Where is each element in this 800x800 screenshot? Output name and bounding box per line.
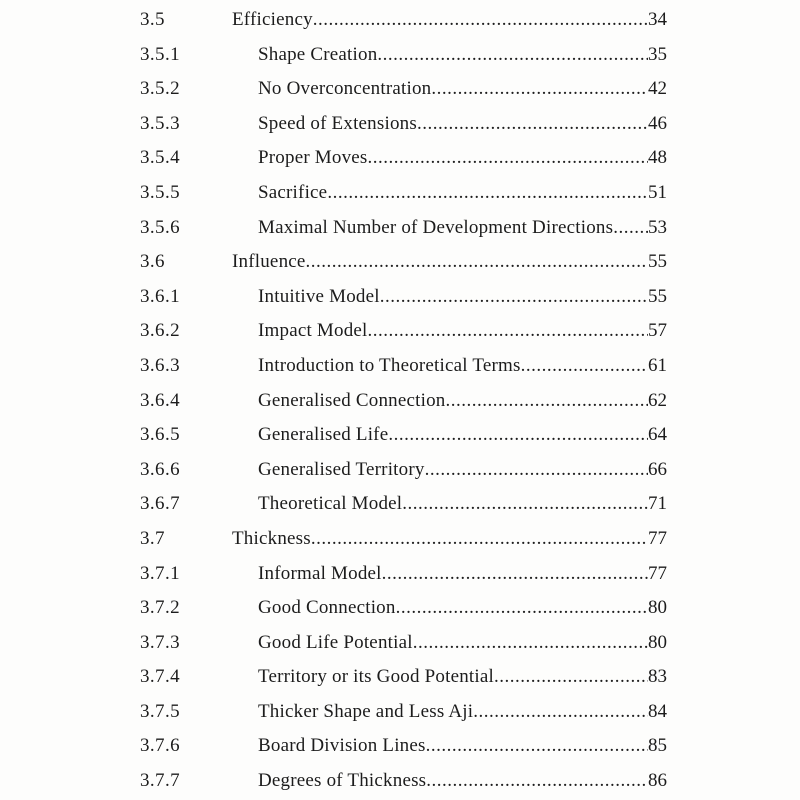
dot-leader: [417, 107, 648, 142]
entry-page-number: 77: [648, 562, 667, 584]
entry-title: Maximal Number of Development Directions: [258, 216, 614, 238]
entry-number: 3.6.3: [140, 354, 180, 376]
entry-title: Shape Creation: [258, 43, 378, 65]
entry-title: Introduction to Theoretical Terms: [258, 354, 521, 376]
dot-leader: [306, 245, 648, 280]
dot-leader: [425, 453, 648, 488]
entry-page-number: 84: [648, 700, 667, 722]
toc-entry-row: [140, 38, 667, 73]
entry-number: 3.7.3: [140, 631, 180, 653]
toc-entry-row: [140, 3, 667, 38]
entry-page-number: 66: [648, 458, 667, 480]
entry-page-number: 51: [648, 181, 667, 203]
entry-number: 3.6.1: [140, 285, 180, 307]
entry-number: 3.6: [140, 251, 165, 273]
entry-title: Speed of Extensions: [258, 112, 417, 134]
entry-page-number: 61: [648, 354, 667, 376]
entry-number: 3.6.2: [140, 320, 180, 342]
toc-entry-row: [140, 453, 667, 488]
entry-number: 3.7.5: [140, 700, 180, 722]
entry-page-number: 48: [648, 147, 667, 169]
entry-page-number: 55: [648, 285, 667, 307]
entry-number: 3.5.4: [140, 147, 180, 169]
entry-title: Sacrifice: [258, 181, 328, 203]
toc-entry-row: [140, 764, 667, 799]
entry-title: Degrees of Thickness: [258, 770, 427, 792]
toc-entry-row: [140, 211, 667, 246]
entry-number: 3.7.1: [140, 562, 180, 584]
dot-leader: [377, 38, 648, 73]
entry-number: 3.5: [140, 9, 165, 30]
entry-page-number: 86: [648, 770, 667, 792]
dot-leader: [431, 72, 648, 107]
entry-page-number: 46: [648, 112, 667, 134]
entry-title: Intuitive Model: [258, 285, 380, 307]
entry-title: Thickness: [232, 527, 311, 549]
entry-number: 3.5.5: [140, 181, 180, 203]
entry-title: Generalised Life: [258, 424, 389, 446]
entry-title: No Overconcentration: [258, 78, 432, 100]
dot-leader: [473, 695, 648, 730]
entry-page-number: 77: [648, 527, 667, 549]
entry-number: 3.6.7: [140, 493, 180, 515]
toc-entry-row: [140, 418, 667, 453]
dot-leader: [380, 280, 648, 315]
dot-leader: [313, 3, 648, 38]
toc-entry-row: [140, 176, 667, 211]
toc-entry-row: [140, 245, 667, 280]
entry-title: Thicker Shape and Less Aji: [258, 700, 474, 722]
entry-page-number: 42: [648, 78, 667, 100]
entry-page-number: 83: [648, 666, 667, 688]
entry-number: 3.5.6: [140, 216, 180, 238]
entry-number: 3.7.2: [140, 597, 180, 619]
entry-page-number: 35: [648, 43, 667, 65]
dot-leader: [494, 660, 648, 695]
toc-entry-row: [140, 695, 667, 730]
toc-entry-row: [140, 626, 667, 661]
dot-leader: [521, 349, 648, 384]
toc-entry-row: [140, 280, 667, 315]
toc-entry-row: [140, 314, 667, 349]
toc-entry-row: [140, 72, 667, 107]
entry-title: Theoretical Model: [258, 493, 403, 515]
dot-leader: [388, 418, 648, 453]
entry-page-number: 85: [648, 735, 667, 757]
entry-number: 3.7.6: [140, 735, 180, 757]
entry-title: Board Division Lines: [258, 735, 426, 757]
entry-title: Informal Model: [258, 562, 382, 584]
entry-title: Territory or its Good Potential: [258, 666, 494, 688]
toc-entry-row: [140, 107, 667, 142]
dot-leader: [445, 384, 648, 419]
dot-leader: [426, 764, 648, 799]
toc-entry-row: [140, 729, 667, 764]
dot-leader: [368, 314, 648, 349]
entry-title: Generalised Territory: [258, 458, 425, 480]
entry-title: Efficiency: [232, 9, 313, 30]
toc-entry-row: [140, 660, 667, 695]
entry-number: 3.6.6: [140, 458, 180, 480]
entry-page-number: 64: [648, 424, 667, 446]
dot-leader: [311, 522, 648, 557]
toc-list: [140, 3, 667, 799]
toc-entry-row: [140, 522, 667, 557]
dot-leader: [396, 591, 648, 626]
entry-number: 3.5.3: [140, 112, 180, 134]
entry-title: Proper Moves: [258, 147, 368, 169]
dot-leader: [413, 626, 648, 661]
toc-entry-row: [140, 557, 667, 592]
entry-number: 3.5.1: [140, 43, 180, 65]
entry-title: Impact Model: [258, 320, 368, 342]
entry-title: Good Connection: [258, 597, 396, 619]
dot-leader: [382, 557, 648, 592]
toc-entry-row: [140, 384, 667, 419]
entry-number: 3.6.4: [140, 389, 180, 411]
dot-leader: [402, 487, 648, 522]
entry-number: 3.7: [140, 527, 165, 549]
entry-page-number: 57: [648, 320, 667, 342]
entry-number: 3.5.2: [140, 78, 180, 100]
entry-number: 3.7.4: [140, 666, 180, 688]
entry-page-number: 34: [648, 9, 667, 30]
entry-page-number: 80: [648, 597, 667, 619]
entry-title: Influence: [232, 251, 306, 273]
entry-title: Generalised Connection: [258, 389, 446, 411]
toc-entry-row: [140, 591, 667, 626]
dot-leader: [426, 729, 648, 764]
entry-page-number: 71: [648, 493, 667, 515]
entry-number: 3.7.7: [140, 770, 180, 792]
entry-number: 3.6.5: [140, 424, 180, 446]
entry-page-number: 80: [648, 631, 667, 653]
toc-entry-row: [140, 141, 667, 176]
entry-page-number: 62: [648, 389, 667, 411]
entry-page-number: 55: [648, 251, 667, 273]
toc-entry-row: [140, 349, 667, 384]
toc-entry-row: [140, 487, 667, 522]
dot-leader: [613, 211, 648, 246]
entry-title: Good Life Potential: [258, 631, 413, 653]
dot-leader: [368, 141, 648, 176]
entry-page-number: 53: [648, 216, 667, 238]
dot-leader: [327, 176, 648, 211]
